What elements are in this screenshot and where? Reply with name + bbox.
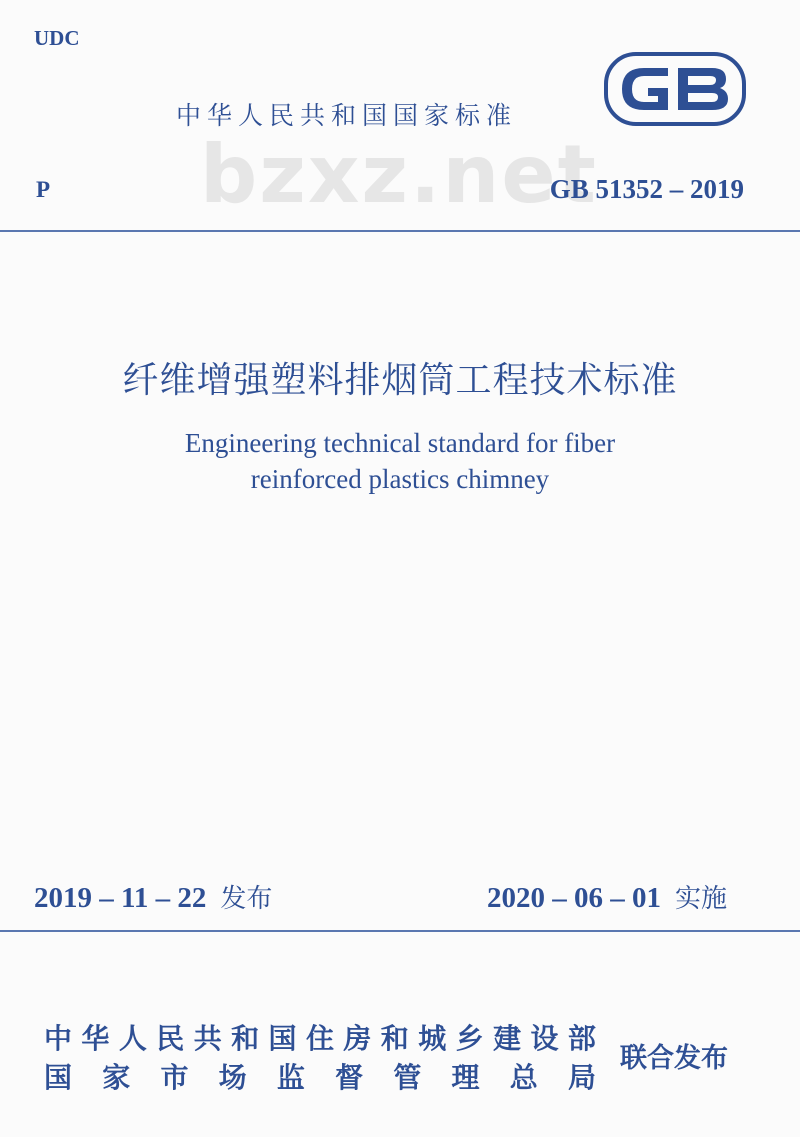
issuer-char: 乡	[455, 1022, 484, 1055]
issuer-char: 总	[509, 1061, 538, 1094]
title-english-line2: reinforced plastics chimney	[250, 464, 550, 494]
effective-date	[487, 878, 727, 915]
title-chinese: 纤维增强塑料排烟筒工程技术标准	[122, 360, 678, 401]
issuer-char: 中	[44, 1022, 73, 1055]
issuer-char: 和	[380, 1022, 409, 1055]
issuer-char: 建	[493, 1022, 522, 1055]
issuer-char: 和	[231, 1022, 260, 1055]
issuer-char: 城	[418, 1022, 447, 1055]
udc-label: UDC	[34, 26, 80, 50]
issuer-char: 华	[81, 1022, 110, 1055]
effective-label: 实施	[675, 884, 728, 914]
title-english-line1: Engineering technical standard for fiber	[184, 428, 616, 458]
issuer-char: 督	[335, 1061, 364, 1094]
issue-label: 发布	[220, 884, 273, 914]
issuer-char: 家	[102, 1061, 131, 1094]
issuer-char: 部	[567, 1022, 596, 1055]
category-label: P	[36, 177, 51, 202]
issuer-char: 市	[160, 1061, 189, 1094]
issue-date	[34, 878, 272, 915]
issue-date-value: 2019 – 11 – 22	[34, 882, 207, 914]
issuer-char: 监	[276, 1061, 305, 1094]
issuer-char: 局	[567, 1061, 596, 1094]
issuer-char: 共	[193, 1022, 222, 1055]
issuer-char: 国	[268, 1022, 297, 1055]
standard-number: GB 51352 – 2019	[549, 174, 744, 204]
national-standard-label: 中华人民共和国国家标准	[176, 101, 518, 130]
issuer-char: 民	[156, 1022, 185, 1055]
issuer-char: 住	[305, 1022, 334, 1055]
footer-divider	[0, 930, 800, 932]
gb-logo-icon	[604, 52, 746, 126]
issuer-char: 管	[393, 1061, 422, 1094]
issuer-line-1	[44, 1017, 596, 1057]
issuer-char: 场	[218, 1061, 247, 1094]
joint-issue-label: 联合发布	[620, 1043, 728, 1074]
issuer-char: 理	[451, 1061, 480, 1094]
effective-date-value: 2020 – 06 – 01	[487, 882, 661, 914]
watermark: bzxz.net	[200, 128, 598, 221]
issuer-char: 设	[530, 1022, 559, 1055]
issuer-char: 国	[44, 1061, 73, 1094]
header-divider	[0, 230, 800, 232]
issuer-line-2	[44, 1056, 596, 1096]
issuer-char: 人	[118, 1022, 147, 1055]
issuer-char: 房	[343, 1022, 372, 1055]
